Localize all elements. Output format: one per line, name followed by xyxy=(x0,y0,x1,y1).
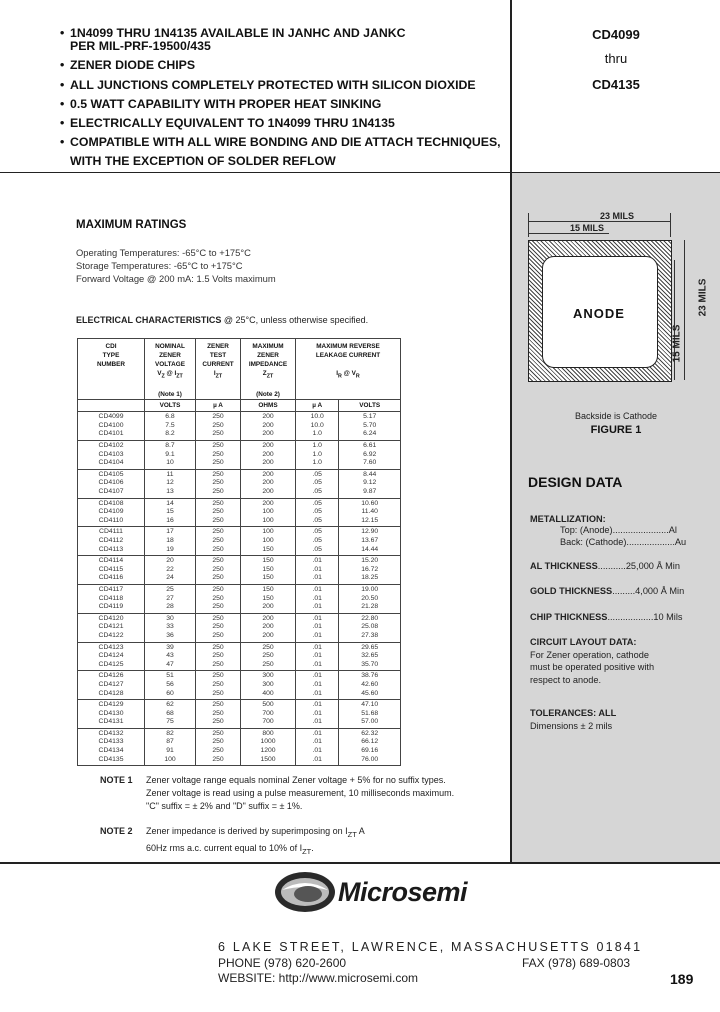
table-cell-types: CD4129 CD4130 CD4131 xyxy=(78,700,145,729)
feature-item: • ALL JUNCTIONS COMPLETELY PROTECTED WITH SILICON DIOXIDE xyxy=(60,77,476,92)
table-row xyxy=(78,642,401,671)
backside-note: Backside is Cathode xyxy=(574,411,658,421)
table-cell-vr: 15.20 16.72 18.25 xyxy=(339,556,401,585)
table-row xyxy=(78,412,401,441)
phone-number: PHONE (978) 620-2600 xyxy=(218,956,347,970)
chip-thickness: CHIP THICKNESS..................10 Mils xyxy=(530,612,683,622)
table-cell-ir: 1.0 1.0 1.0 xyxy=(296,441,339,470)
table-row xyxy=(78,613,401,642)
dim-label-23-mils-vertical: 23 MILS xyxy=(697,278,709,317)
table-cell-vr: 5.17 5.70 6.24 xyxy=(339,412,401,441)
gold-thickness: GOLD THICKNESS.........4,000 Å Min xyxy=(530,586,685,596)
dim-tick xyxy=(670,213,671,237)
unit-cell: µ A xyxy=(296,400,339,412)
table-cell-vr: 38.76 42.60 45.60 xyxy=(339,671,401,700)
table-cell-vr: 29.65 32.65 35.70 xyxy=(339,642,401,671)
table-cell-izt: 250 250 250 xyxy=(196,613,241,642)
feature-item: PER MIL-PRF-19500/435 xyxy=(70,39,211,54)
table-cell-ir: .01 .01 .01 xyxy=(296,671,339,700)
table-cell-izt: 250 250 250 xyxy=(196,642,241,671)
metallization-top: Top: (Anode)......................Al xyxy=(560,525,677,535)
circuit-layout-label: CIRCUIT LAYOUT DATA: xyxy=(530,637,637,647)
website-link[interactable]: WEBSITE: http://www.microsemi.com xyxy=(218,971,419,985)
table-cell-types: CD4105 CD4106 CD4107 xyxy=(78,469,145,498)
feature-item: WITH THE EXCEPTION OF SOLDER REFLOW xyxy=(70,154,336,169)
table-cell-vr: 62.32 66.12 69.16 76.00 xyxy=(339,728,401,765)
table-cell-izt: 250 250 250 xyxy=(196,498,241,527)
table-cell-types: CD4123 CD4124 CD4125 xyxy=(78,642,145,671)
dim-line-23-horizontal xyxy=(529,221,670,222)
circuit-layout-line: respect to anode. xyxy=(530,675,601,685)
table-cell-zzt: 500 700 700 xyxy=(241,700,296,729)
table-cell-ir: .05 .05 .05 xyxy=(296,469,339,498)
table-cell-ir: .01 .01 .01 xyxy=(296,642,339,671)
col-leakage: MAXIMUM REVERSE LEAKAGE CURRENT $I_R$ @ $V_R$ xyxy=(296,339,401,400)
dim-line-15-horizontal xyxy=(529,233,609,234)
table-row xyxy=(78,469,401,498)
feature-item: • 1N4099 THRU 1N4135 AVAILABLE IN JANHC AND JANKC xyxy=(60,26,406,40)
table-cell-izt: 250 250 250 xyxy=(196,556,241,585)
electrical-characteristics-title: ELECTRICAL CHARACTERISTICS @ 25°C, unless otherwise specified. xyxy=(76,315,369,325)
table-cell-izt: 250 250 250 xyxy=(196,441,241,470)
forward-voltage: Forward Voltage @ 200 mA: 1.5 Volts maximum xyxy=(76,273,276,284)
company-address: 6 LAKE STREET, LAWRENCE, MASSACHUSETTS 01841 xyxy=(218,940,643,954)
metallization-back: Back: (Cathode)...................Au xyxy=(560,537,687,547)
table-cell-types: CD4120 CD4121 CD4122 xyxy=(78,613,145,642)
table-cell-vz: 11 12 13 xyxy=(145,469,196,498)
maximum-ratings-title: MAXIMUM RATINGS xyxy=(76,219,187,231)
table-unit-row xyxy=(78,400,401,412)
table-cell-ir: .05 .05 .05 xyxy=(296,527,339,556)
table-row xyxy=(78,556,401,585)
part-number-to: CD4135 xyxy=(592,77,640,92)
design-data-title: DESIGN DATA xyxy=(528,474,623,490)
table-cell-ir: .01 .01 .01 xyxy=(296,584,339,613)
unit-cell xyxy=(78,400,145,412)
table-cell-vz: 30 33 36 xyxy=(145,613,196,642)
unit-cell: µ A xyxy=(196,400,241,412)
table-cell-ir: 10.0 10.0 1.0 xyxy=(296,412,339,441)
part-number-from: CD4099 xyxy=(592,27,640,42)
table-cell-zzt: 200 100 100 xyxy=(241,498,296,527)
dim-line-23-vertical xyxy=(684,240,685,380)
table-cell-izt: 250 250 250 xyxy=(196,584,241,613)
table-cell-types: CD4132 CD4133 CD4134 CD4135 xyxy=(78,728,145,765)
figure-caption: FIGURE 1 xyxy=(590,424,642,436)
table-cell-ir: .01 .01 .01 xyxy=(296,700,339,729)
table-row xyxy=(78,498,401,527)
table-cell-types: CD4099 CD4100 CD4101 xyxy=(78,412,145,441)
fax-number: FAX (978) 689-0803 xyxy=(522,956,631,970)
feature-item: • COMPATIBLE WITH ALL WIRE BONDING AND DIE ATTACH TECHNIQUES, xyxy=(60,135,501,150)
unit-cell: OHMS xyxy=(241,400,296,412)
microsemi-logo-icon xyxy=(272,868,338,916)
note-1: NOTE 1 Zener voltage range equals nominal Zener voltage + 5% for no suffix types. Zener voltage is read using a pulse measurement, 10 milliseconds maximum. "C" suffix = ± 2% and "D" suffix = ± 1%. xyxy=(100,775,455,811)
table-cell-zzt: 200 200 200 xyxy=(241,412,296,441)
table-cell-zzt: 150 150 150 xyxy=(241,556,296,585)
col-vz: NOMINAL ZENER VOLTAGE $V_Z$ @ $I_{ZT}$ (Note 1) xyxy=(145,339,196,400)
feature-item: • 0.5 WATT CAPABILITY WITH PROPER HEAT SINKING xyxy=(60,96,382,111)
table-row xyxy=(78,441,401,470)
table-row xyxy=(78,527,401,556)
table-cell-types: CD4126 CD4127 CD4128 xyxy=(78,671,145,700)
table-cell-vz: 14 15 16 xyxy=(145,498,196,527)
table-cell-types: CD4117 CD4118 CD4119 xyxy=(78,584,145,613)
dim-label-23-mils: 23 MILS xyxy=(600,211,635,221)
col-type: CDI TYPE NUMBER xyxy=(78,339,145,400)
feature-item: • ZENER DIODE CHIPS xyxy=(60,58,196,73)
table-cell-ir: .05 .05 .05 xyxy=(296,498,339,527)
circuit-layout-line: must be operated positive with xyxy=(530,662,655,672)
table-cell-vz: 62 68 75 xyxy=(145,700,196,729)
dim-label-15-mils-vertical: 15 MILS xyxy=(671,324,683,363)
unit-cell: VOLTS xyxy=(339,400,401,412)
table-cell-vr: 19.00 20.50 21.28 xyxy=(339,584,401,613)
table-cell-vz: 25 27 28 xyxy=(145,584,196,613)
table-cell-izt: 250 250 250 xyxy=(196,671,241,700)
table-cell-ir: .01 .01 .01 .01 xyxy=(296,728,339,765)
table-cell-vz: 6.8 7.5 8.2 xyxy=(145,412,196,441)
table-cell-izt: 250 250 250 xyxy=(196,700,241,729)
col-zzt: MAXIMUM ZENER IMPEDANCE $Z_{ZT}$ (Note 2) xyxy=(241,339,296,400)
dim-label-15-mils: 15 MILS xyxy=(570,223,605,233)
table-cell-vr: 22.80 25.08 27.38 xyxy=(339,613,401,642)
table-row xyxy=(78,584,401,613)
anode-label: ANODE xyxy=(573,306,625,321)
tolerances-label: TOLERANCES: ALL xyxy=(530,708,617,718)
table-cell-zzt: 200 200 200 xyxy=(241,613,296,642)
table-cell-vz: 39 43 47 xyxy=(145,642,196,671)
table-cell-vz: 51 56 60 xyxy=(145,671,196,700)
table-cell-ir: .01 .01 .01 xyxy=(296,556,339,585)
table-cell-types: CD4108 CD4109 CD4110 xyxy=(78,498,145,527)
table-cell-types: CD4102 CD4103 CD4104 xyxy=(78,441,145,470)
table-cell-izt: 250 250 250 xyxy=(196,527,241,556)
electrical-characteristics-table xyxy=(77,338,401,766)
col-izt: ZENER TEST CURRENT $I_{ZT}$ xyxy=(196,339,241,400)
page-number: 189 xyxy=(670,971,694,987)
table-cell-zzt: 200 200 200 xyxy=(241,469,296,498)
table-row xyxy=(78,728,401,765)
part-number-thru: thru xyxy=(604,51,628,66)
storage-temperature: Storage Temperatures: -65°C to +175°C xyxy=(76,260,243,271)
table-cell-vz: 17 18 19 xyxy=(145,527,196,556)
unit-cell: VOLTS xyxy=(145,400,196,412)
table-row xyxy=(78,700,401,729)
tolerances-dimensions: Dimensions ± 2 mils xyxy=(530,721,613,731)
table-cell-types: CD4114 CD4115 CD4116 xyxy=(78,556,145,585)
table-cell-zzt: 150 150 200 xyxy=(241,584,296,613)
note-2: NOTE 2 Zener impedance is derived by superimposing on $I_{ZT}$ A 60Hz rms a.c. current equal to 10% of $I_{ZT}$. xyxy=(100,826,365,856)
al-thickness: AL THICKNESS...........25,000 Å Min xyxy=(530,561,680,571)
table-cell-vr: 8.44 9.12 9.87 xyxy=(339,469,401,498)
table-cell-vz: 8.7 9.1 10 xyxy=(145,441,196,470)
table-cell-zzt: 300 300 400 xyxy=(241,671,296,700)
microsemi-logo: Microsemi xyxy=(338,877,468,907)
table-cell-vr: 6.61 6.92 7.60 xyxy=(339,441,401,470)
table-cell-zzt: 100 100 150 xyxy=(241,527,296,556)
feature-item: • ELECTRICALLY EQUIVALENT TO 1N4099 THRU 1N4135 xyxy=(60,116,395,131)
table-cell-types: CD4111 CD4112 CD4113 xyxy=(78,527,145,556)
table-cell-ir: .01 .01 .01 xyxy=(296,613,339,642)
table-cell-zzt: 250 250 250 xyxy=(241,642,296,671)
feature-list xyxy=(60,24,510,172)
table-header-row xyxy=(78,339,401,400)
table-row xyxy=(78,671,401,700)
table-cell-zzt: 800 1000 1200 1500 xyxy=(241,728,296,765)
circuit-layout-line: For Zener operation, cathode xyxy=(530,650,649,660)
table-cell-vz: 82 87 91 100 xyxy=(145,728,196,765)
table-cell-zzt: 200 200 200 xyxy=(241,441,296,470)
footer-divider xyxy=(0,862,720,864)
operating-temperature: Operating Temperatures: -65°C to +175°C xyxy=(76,247,251,258)
table-cell-vz: 20 22 24 xyxy=(145,556,196,585)
table-cell-vr: 47.10 51.68 57.00 xyxy=(339,700,401,729)
metallization-label: METALLIZATION: xyxy=(530,514,606,524)
table-cell-izt: 250 250 250 xyxy=(196,469,241,498)
table-cell-vr: 10.60 11.40 12.15 xyxy=(339,498,401,527)
table-cell-vr: 12.90 13.67 14.44 xyxy=(339,527,401,556)
table-cell-izt: 250 250 250 250 xyxy=(196,728,241,765)
table-cell-izt: 250 250 250 xyxy=(196,412,241,441)
